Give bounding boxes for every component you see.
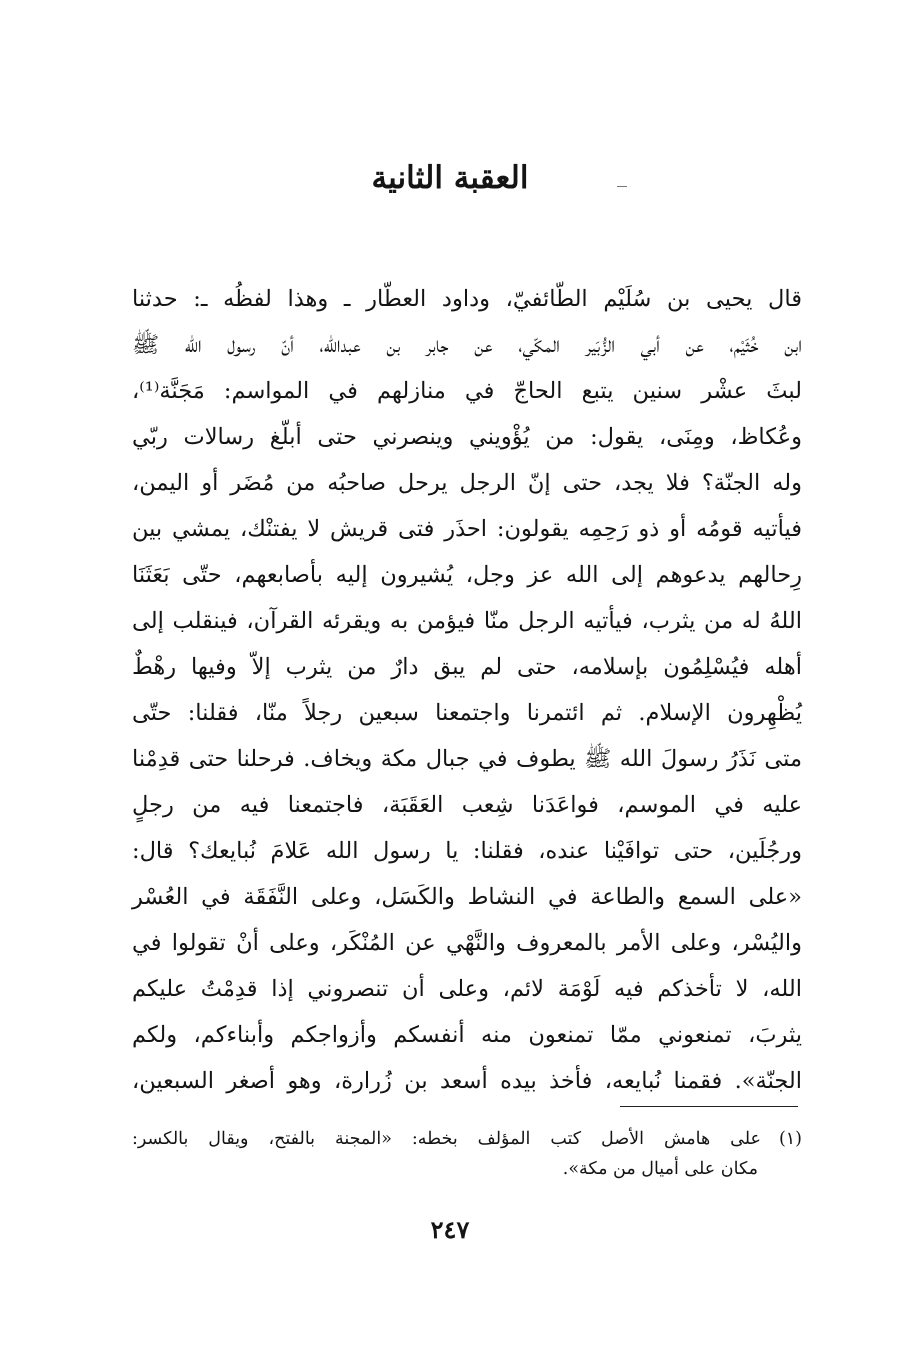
body-line: أهله فيُسْلِمُون بإسلامه، حتى لم يبق دارٌ من يثرب إلاّ وفيها رهْطٌ	[132, 654, 802, 680]
footnote-text: على هامش الأصل كتب المؤلف بخطه: «المجنة بالفتح، ويقال بالكسر:	[132, 1129, 761, 1149]
body-line: ابن خُثَيْم، عن أبي الزُّبَير المكّي، عن جابر بن عبدالله، أنّ رسول الله ﷺ	[132, 332, 802, 358]
body-line: رِحالهم يدعوهم إلى الله عز وجل، يُشيرون إليه بأصابعهم، حتّى بَعَثَنَا	[132, 562, 802, 588]
body-line: لبثَ عشْر سنين يتبع الحاجّ في منازلهم في المواسم: مَجَنَّة⁽¹⁾،	[132, 378, 802, 404]
page-number: ٢٤٧	[430, 1215, 470, 1244]
body-line: وله الجنّة؟ فلا يجد، حتى إنّ الرجل يرحل صاحبُه من مُضَر أو اليمن،	[132, 470, 802, 496]
body-line: عليه في الموسم، فواعَدَنا شِعب العَقَبَة، فاجتمعنا فيه من رجلٍ	[132, 792, 802, 818]
chapter-title: العقبة الثانية	[371, 160, 529, 196]
body-line: يُظْهِرون الإسلام. ثم ائتمرنا واجتمعنا سبعين رجلاً منّا، فقلنا: حتّى	[132, 700, 802, 726]
footnote-separator	[620, 1106, 798, 1107]
footnote-marker: (١)	[778, 1129, 802, 1149]
body-line: «على السمع والطاعة في النشاط والكَسَل، وعلى النَّفَقَة في العُسْر	[132, 884, 802, 910]
footnotes	[132, 1124, 802, 1184]
body-line: اللهُ له من يثرب، فيأتيه الرجل منّا فيؤمن به ويقرئه القرآن، فينقلب إلى	[132, 608, 802, 634]
body-line: الجنّة». فقمنا نُبايعه، فأخذ بيده أسعد بن زُرارة، وهو أصغر السبعين،	[132, 1068, 802, 1094]
body-line: فيأتيه قومُه أو ذو رَحِمِه يقولون: احذَر فتى قريش لا يفتنْك، يمشي بين	[132, 516, 802, 542]
footnote-line	[132, 1124, 802, 1154]
body-line: واليُسْر، وعلى الأمر بالمعروف والنَّهْي عن المُنْكَر، وعلى أنْ تقولوا في	[132, 930, 802, 956]
footnote-line: مكان على أميال من مكة».	[562, 1159, 758, 1179]
body-line: وعُكاظ، ومِنَى، يقول: من يُؤْويني وينصرني حتى أبلّغ رسالات ربّي	[132, 424, 802, 450]
body-line: يثربَ، تمنعوني ممّا تمنعون منه أنفسكم وأزواجكم وأبناءكم، ولكم	[132, 1022, 802, 1048]
body-line: الله، لا تأخذكم فيه لَوْمَة لائم، وعلى أن تنصروني إذا قدِمْتُ عليكم	[132, 976, 802, 1002]
body-text	[132, 276, 802, 1104]
body-line: متى نَذَرُ رسولَ الله ﷺ يطوف في جبال مكة ويخاف. فرحلنا حتى قدِمْنا	[132, 746, 802, 772]
body-line: قال يحيى بن سُلَيْم الطّائفيّ، وداود العطّار ـ وهذا لفظُه ـ: حدثنا	[132, 286, 802, 312]
body-line: ورجُلَين، حتى توافَيْنا عنده، فقلنا: يا رسول الله عَلامَ نُبايعك؟ قال:	[132, 838, 802, 864]
